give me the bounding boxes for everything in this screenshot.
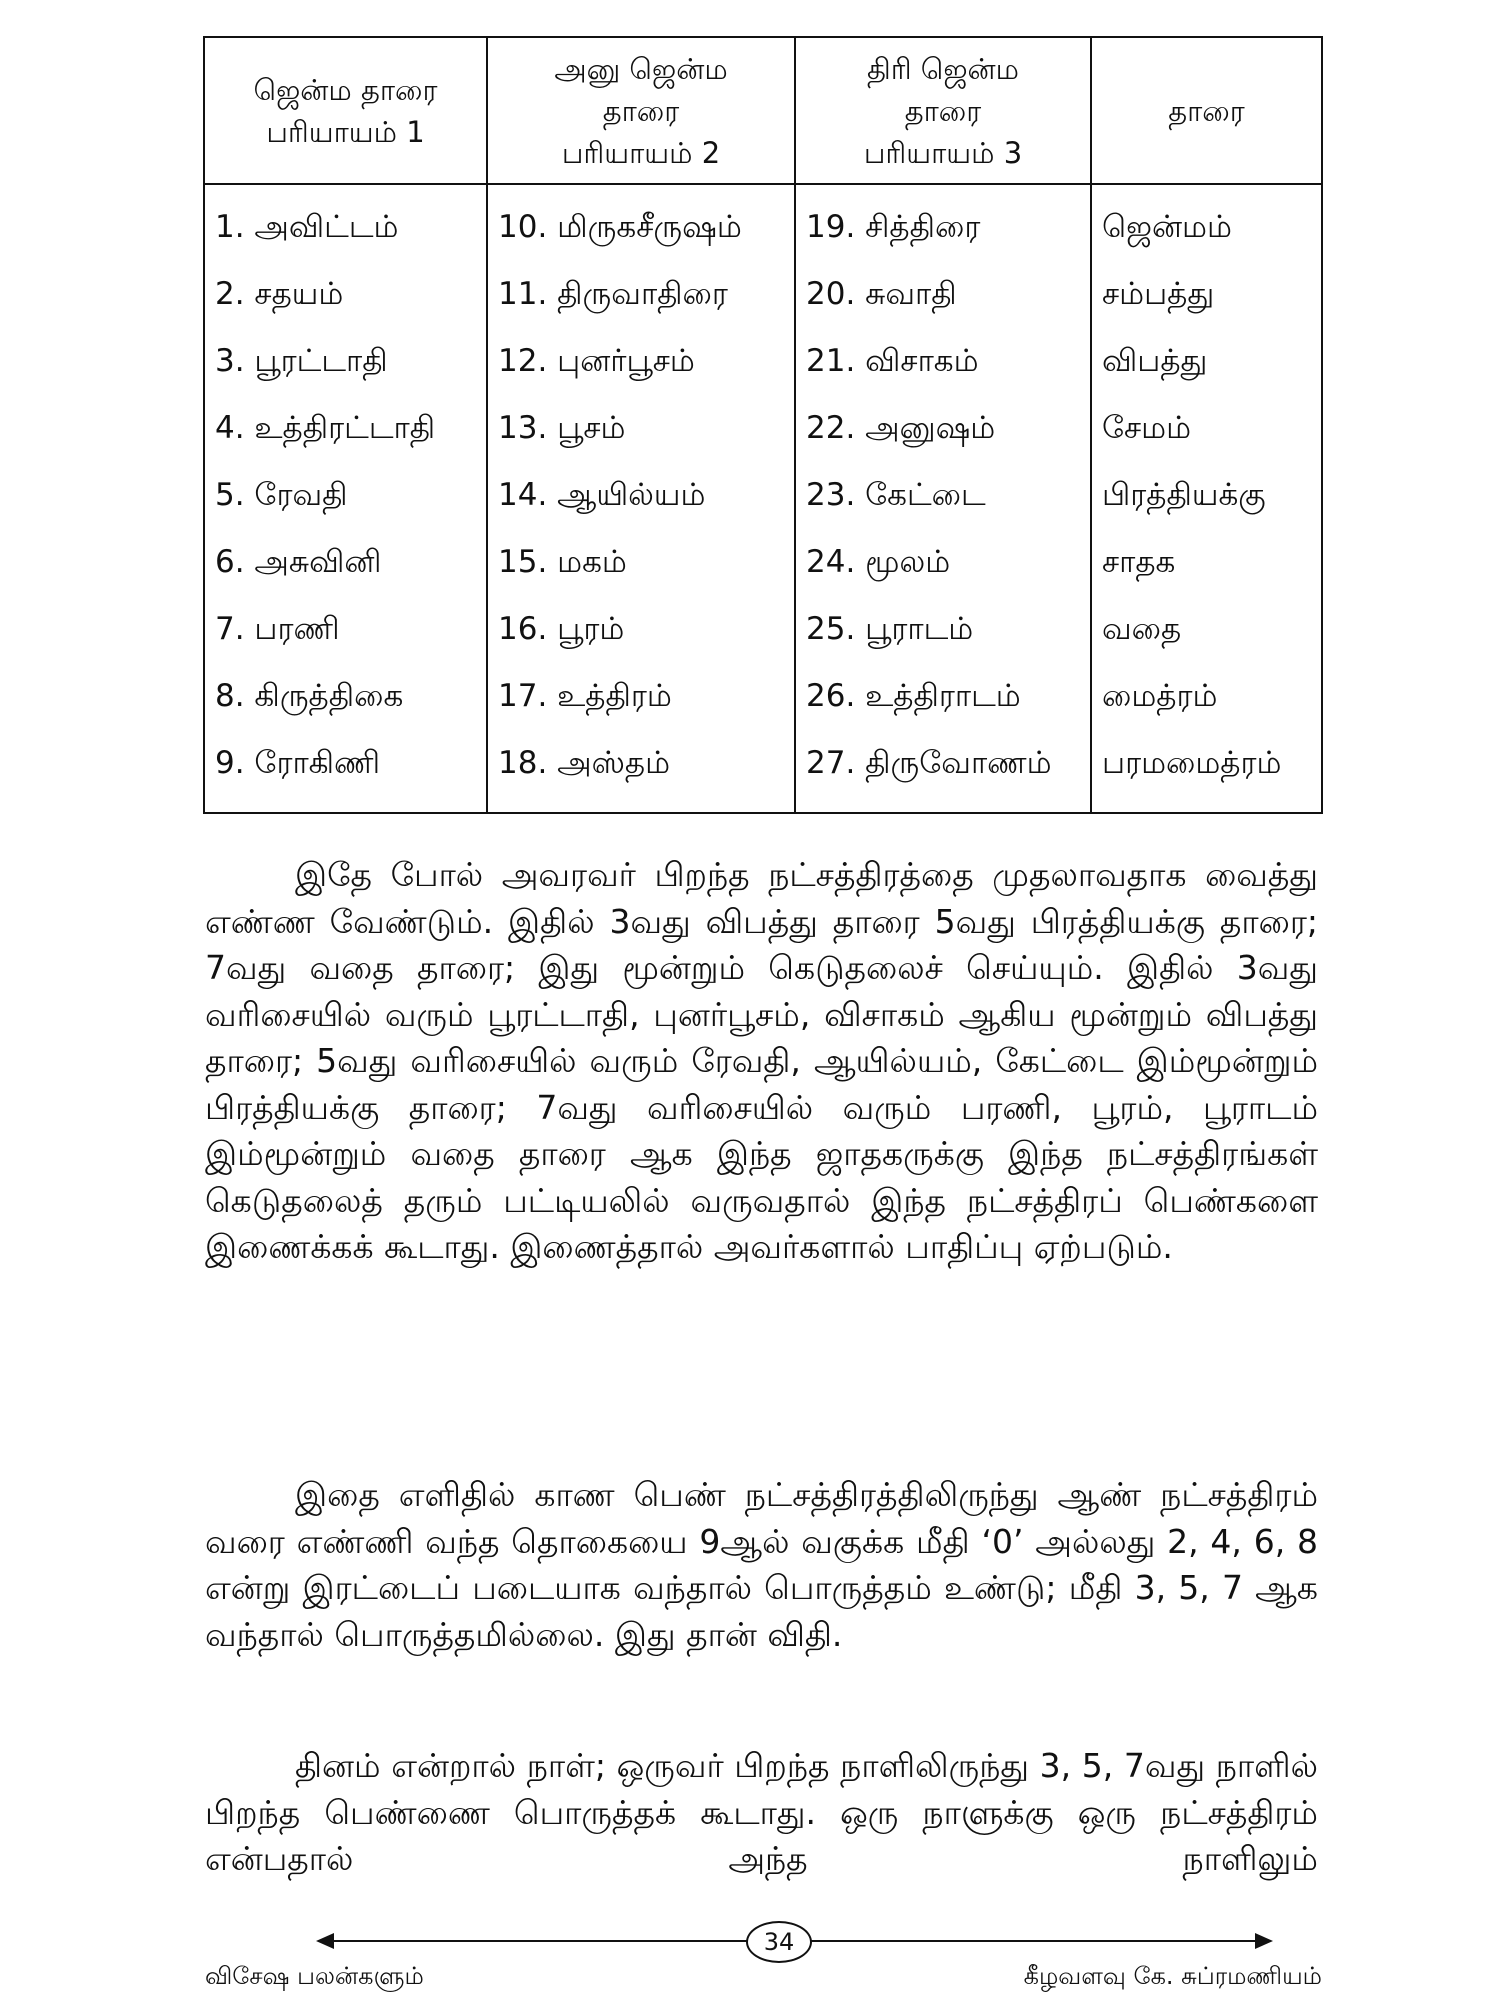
header-tharai xyxy=(1091,37,1322,184)
footer-book-title: விசேஷ பலன்களும் xyxy=(205,1962,424,1990)
table-cell: 5. ரேவதி xyxy=(204,463,487,530)
table-cell: 27. திருவோணம் xyxy=(795,731,1091,813)
body-paragraph: தினம் என்றால் நாள்; ஒருவர் பிறந்த நாளிலிருந்து 3, 5, 7வது நாளில் பிறந்த பெண்ணை பொருத்தக் கூடாது. ஒரு நாளுக்கு ஒரு நட்சத்திரம் என்பதால் அந்த நாளிலும் xyxy=(205,1746,1318,1878)
header-janma-tharai xyxy=(204,37,487,184)
table-cell: 2. சதயம் xyxy=(204,262,487,329)
table-cell: 8. கிருத்திகை xyxy=(204,664,487,731)
table-cell: 13. பூசம் xyxy=(487,396,795,463)
table-cell: 22. அனுஷம் xyxy=(795,396,1091,463)
table-row xyxy=(204,329,1322,396)
table-cell: பரமமைத்ரம் xyxy=(1091,731,1322,813)
table-row xyxy=(204,262,1322,329)
table-cell: 24. மூலம் xyxy=(795,530,1091,597)
table-cell: 17. உத்திரம் xyxy=(487,664,795,731)
header-line: அனு ஜென்ம xyxy=(554,51,728,86)
header-anu-janma-tharai xyxy=(487,37,795,184)
table-cell: சேமம் xyxy=(1091,396,1322,463)
table-row xyxy=(204,184,1322,262)
table-row xyxy=(204,664,1322,731)
table-row xyxy=(204,530,1322,597)
table-cell: 9. ரோகிணி xyxy=(204,731,487,813)
table-row xyxy=(204,731,1322,813)
table-cell: 19. சித்திரை xyxy=(795,184,1091,262)
table-cell: 14. ஆயில்யம் xyxy=(487,463,795,530)
table-row xyxy=(204,597,1322,664)
table-cell: 21. விசாகம் xyxy=(795,329,1091,396)
table-cell: 1. அவிட்டம் xyxy=(204,184,487,262)
table-cell: ஜென்மம் xyxy=(1091,184,1322,262)
nakshatra-table xyxy=(203,36,1323,814)
table-row xyxy=(204,396,1322,463)
table-cell: வதை xyxy=(1091,597,1322,664)
table-cell: 4. உத்திரட்டாதி xyxy=(204,396,487,463)
table-cell: சம்பத்து xyxy=(1091,262,1322,329)
header-line: பரியாயம் 2 xyxy=(561,135,721,170)
table-cell: 20. சுவாதி xyxy=(795,262,1091,329)
table-row xyxy=(204,463,1322,530)
body-paragraph: இதை எளிதில் காண பெண் நட்சத்திரத்திலிருந்து ஆண் நட்சத்திரம் வரை எண்ணி வந்த தொகையை 9ஆல் வகுக்க மீதி ‘0’ அல்லது 2, 4, 6, 8 என்று இரட்டைப் படையாக வந்தால் பொருத்தம் உண்டு; மீதி 3, 5, 7 ஆக வந்தால் பொருத்தமில்லை. இது தான் விதி. xyxy=(205,1475,1318,1654)
header-thiri-janma-tharai xyxy=(795,37,1091,184)
table-cell: 26. உத்திராடம் xyxy=(795,664,1091,731)
footer-author: கீழவளவு கே. சுப்ரமணியம் xyxy=(1023,1962,1322,1990)
table-cell: 23. கேட்டை xyxy=(795,463,1091,530)
table-cell: 10. மிருகசீருஷம் xyxy=(487,184,795,262)
header-line: ஜென்ம தாரை xyxy=(253,72,438,107)
header-line: தாரை xyxy=(602,93,680,128)
table-cell: 3. பூரட்டாதி xyxy=(204,329,487,396)
table-cell: 25. பூராடம் xyxy=(795,597,1091,664)
table-cell: 15. மகம் xyxy=(487,530,795,597)
table-cell: 18. அஸ்தம் xyxy=(487,731,795,813)
table-cell: 12. புனர்பூசம் xyxy=(487,329,795,396)
table-cell: 16. பூரம் xyxy=(487,597,795,664)
header-line: தாரை xyxy=(904,93,982,128)
table-cell: 7. பரணி xyxy=(204,597,487,664)
table-cell: மைத்ரம் xyxy=(1091,664,1322,731)
table-cell: பிரத்தியக்கு xyxy=(1091,463,1322,530)
body-paragraph: இதே போல் அவரவர் பிறந்த நட்சத்திரத்தை முதலாவதாக வைத்து எண்ண வேண்டும். இதில் 3வது விபத்து தாரை 5வது பிரத்தியக்கு தாரை; 7வது வதை தாரை; இது மூன்றும் கெடுதலைச் செய்யும். இதில் 3வது வரிசையில் வரும் பூரட்டாதி, புனர்பூசம், விசாகம் ஆகிய மூன்றும் விபத்து தாரை; 5வது வரிசையில் வரும் ரேவதி, ஆயில்யம், கேட்டை இம்மூன்றும் பிரத்தியக்கு தாரை; 7வது வரிசையில் வரும் பரணி, பூரம், பூராடம் இம்மூன்றும் வதை தாரை ஆக இந்த ஜாதகருக்கு இந்த நட்சத்திரங்கள் கெடுதலைத் தரும் பட்டியலில் வருவதால் இந்த நட்சத்திரப் பெண்களை இணைக்கக் கூடாது. இணைத்தால் அவர்களால் பாதிப்பு ஏற்படும். xyxy=(205,855,1318,1266)
arrow-right-icon xyxy=(1255,1933,1273,1949)
table-cell: 11. திருவாதிரை xyxy=(487,262,795,329)
table-cell: விபத்து xyxy=(1091,329,1322,396)
header-line: பரியாயம் 3 xyxy=(863,135,1023,170)
header-line: பரியாயம் 1 xyxy=(266,114,425,149)
table-header-row xyxy=(204,37,1322,184)
table-cell: 6. அசுவினி xyxy=(204,530,487,597)
table-cell: சாதக xyxy=(1091,530,1322,597)
page-number: 34 xyxy=(746,1921,812,1963)
header-line: தாரை xyxy=(1168,93,1245,128)
header-line: திரி ஜென்ம xyxy=(866,51,1020,86)
